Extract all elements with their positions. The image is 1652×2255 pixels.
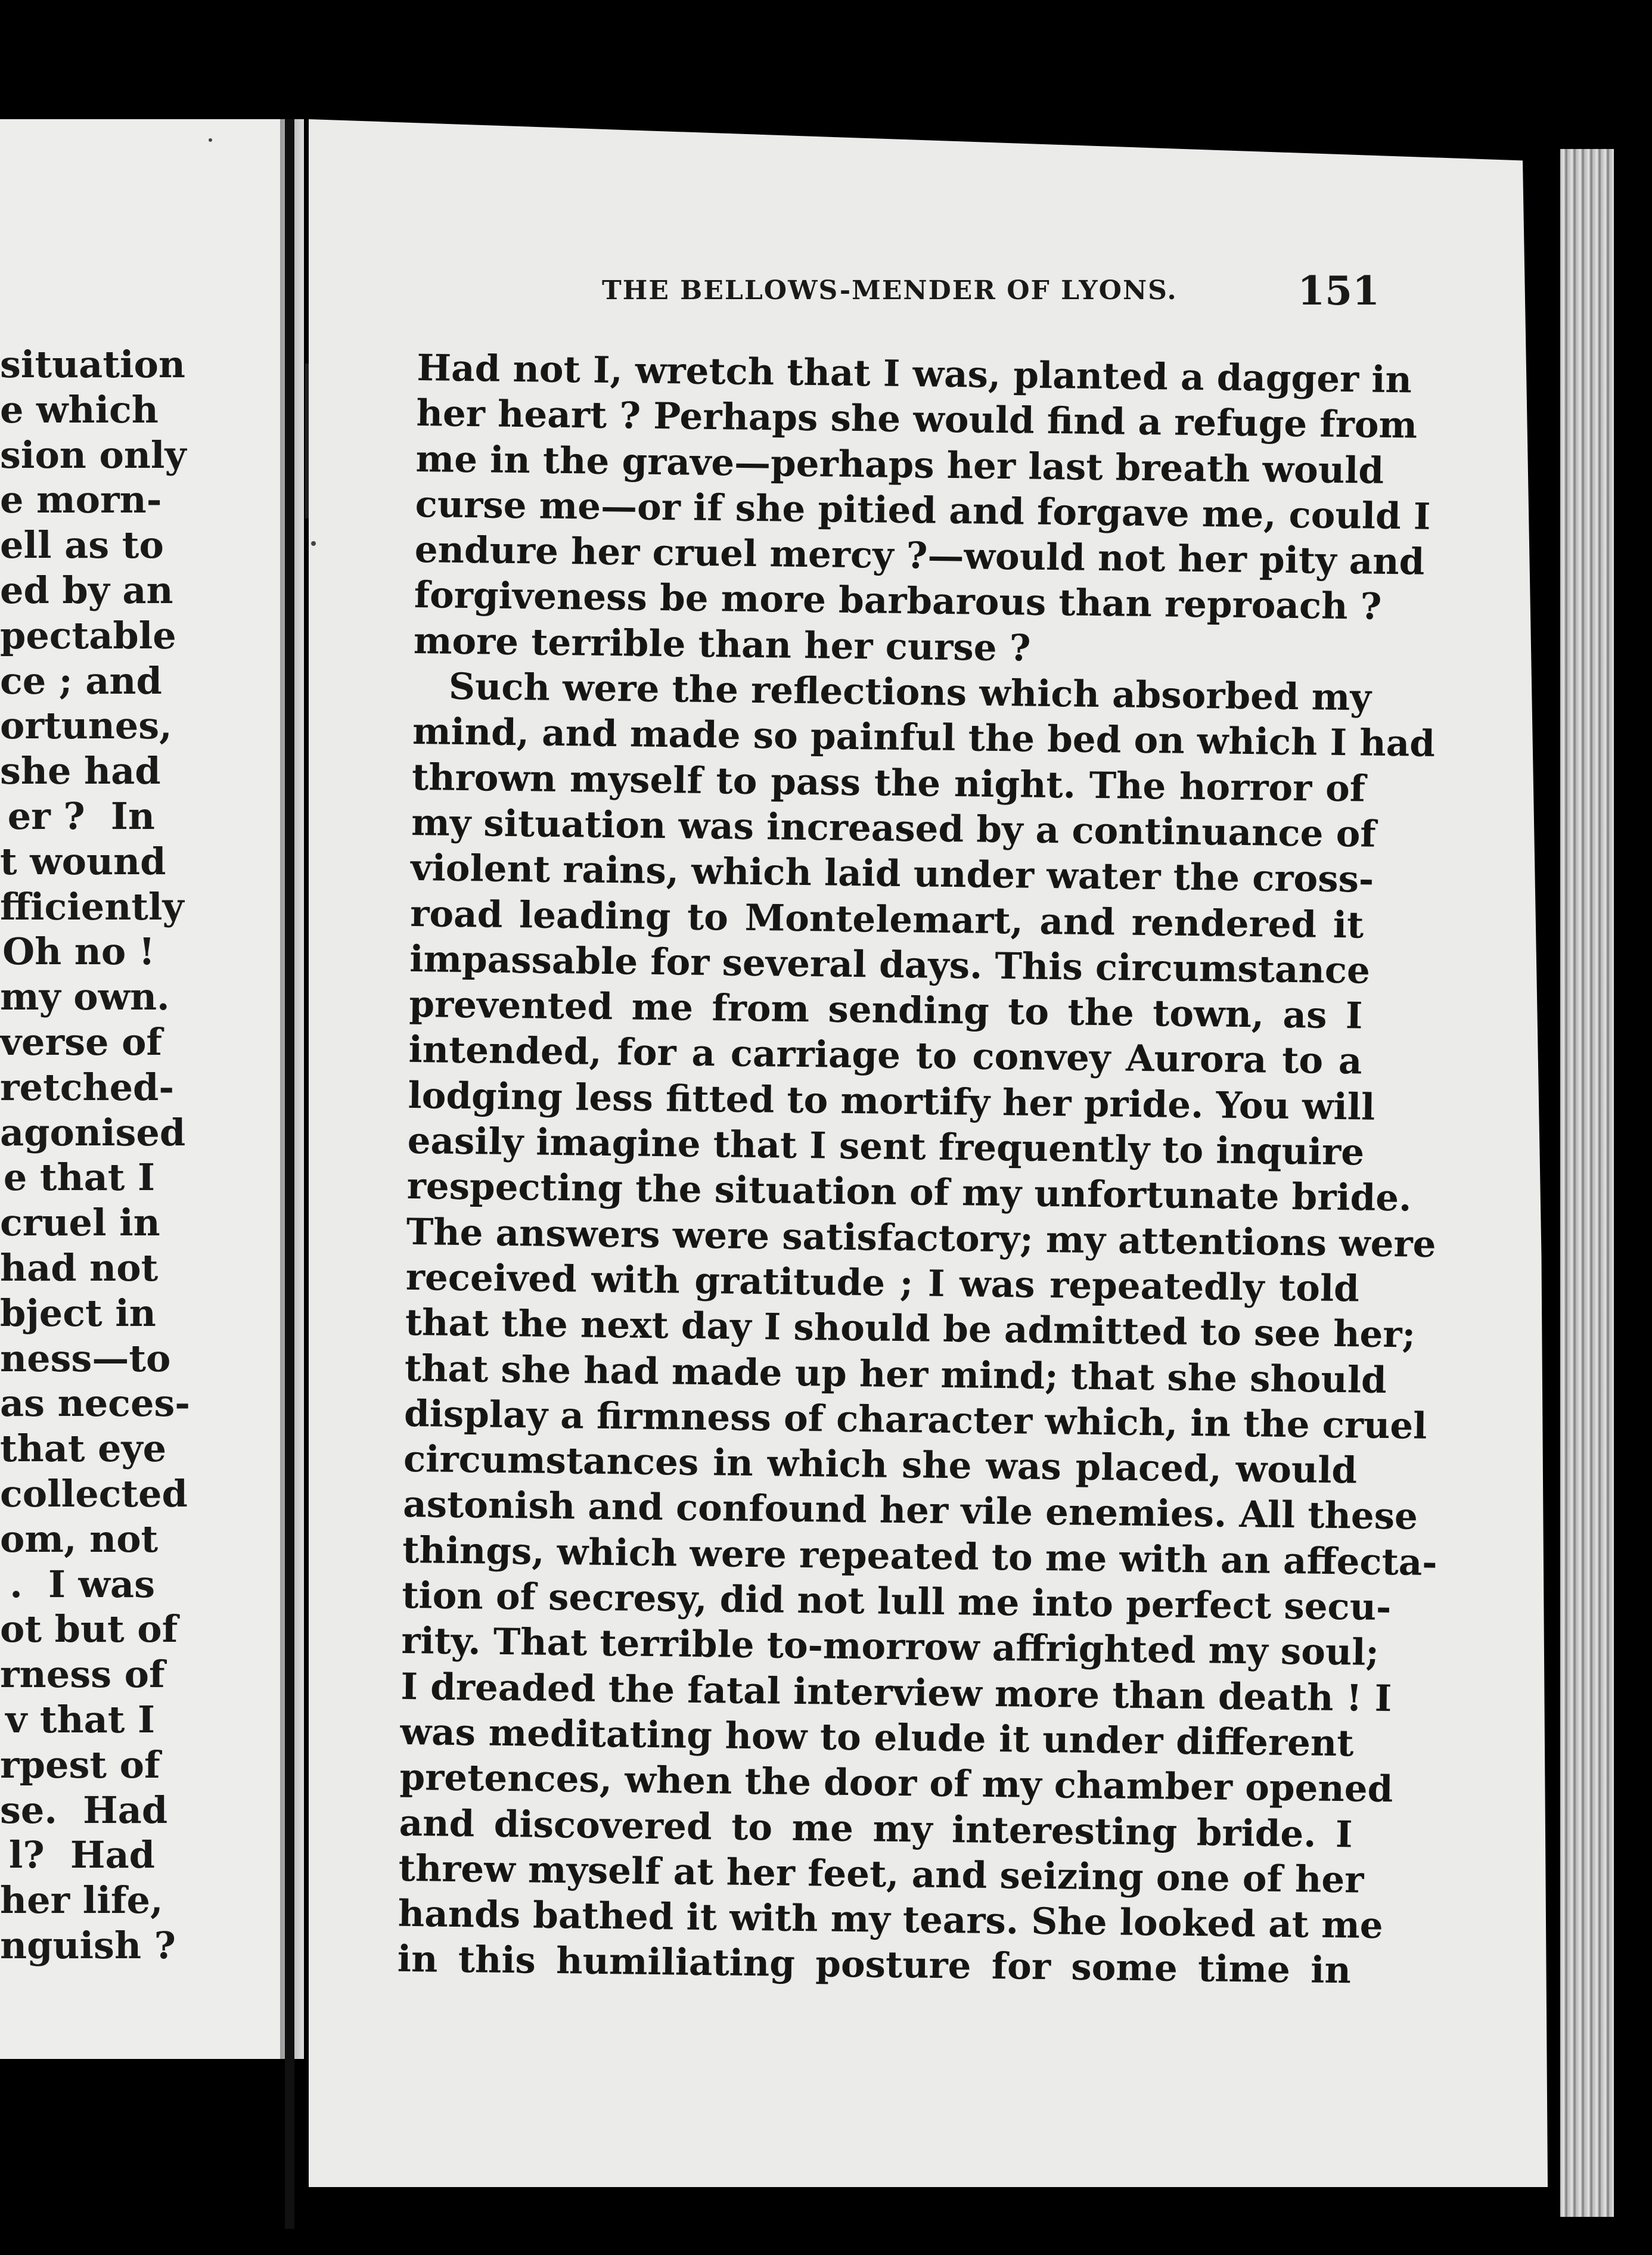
left-page-line: ce ; and xyxy=(0,659,162,703)
left-page-line: nguish ? xyxy=(0,1923,176,1967)
text-line: impassable for several days. This circumstance xyxy=(409,937,1371,992)
left-page-line: ness—to xyxy=(0,1336,171,1380)
page-header xyxy=(602,267,1380,315)
left-page-line: e which xyxy=(0,387,159,431)
left-page-line: rpest of xyxy=(0,1742,160,1787)
text-line: rity. That terrible to-morrow affrighted my soul; xyxy=(401,1620,1380,1675)
text-line: that the next day I should be admitted to see her; xyxy=(405,1302,1416,1356)
text-line: forgiveness be more barbarous than reproach ? xyxy=(414,574,1382,629)
text-line: intended, for a carriage to convey Aurora to a xyxy=(408,1029,1362,1083)
text-line: me in the grave—perhaps her last breath would xyxy=(415,437,1384,492)
left-page-line: Oh no ! xyxy=(2,930,155,974)
text-line: tion of secresy, did not lull me into perfect secu- xyxy=(401,1574,1392,1629)
text-line: display a firmness of character which, in the cruel xyxy=(403,1392,1427,1448)
left-page-line: agonised xyxy=(0,1110,186,1154)
text-line: violent rains, which laid under water the cross- xyxy=(410,847,1374,901)
gutter-mark xyxy=(305,364,309,518)
speck xyxy=(311,541,316,546)
text-line: curse me—or if she pitied and forgave me, could I xyxy=(415,483,1431,538)
left-page-line: verse of xyxy=(0,1020,163,1064)
running-title: THE BELLOWS-MENDER OF LYONS. xyxy=(602,275,1178,306)
text-line: in this humiliating posture for some time in xyxy=(397,1938,1352,1992)
left-page-line: retched- xyxy=(0,1065,175,1109)
left-page-line: l? Had xyxy=(8,1833,155,1877)
left-page-line: ed by an xyxy=(0,568,173,612)
left-page-line: fficiently xyxy=(0,884,184,928)
text-line: circumstances in which she was placed, would xyxy=(403,1437,1358,1492)
text-line: Such were the reflections which absorbed my xyxy=(448,665,1372,719)
text-line: and discovered to me my interesting bride. I xyxy=(399,1801,1353,1856)
gutter-shadow xyxy=(285,119,294,2229)
text-line: that she had made up her mind; that she should xyxy=(404,1347,1387,1402)
left-page-line: that eye xyxy=(0,1427,167,1471)
left-page xyxy=(0,119,280,2059)
text-line: endure her cruel mercy ?—would not her pity and xyxy=(414,529,1425,583)
page-edges xyxy=(1560,149,1614,2217)
left-page-line: ortunes, xyxy=(0,704,172,748)
text-line: astonish and confound her vile enemies. All these xyxy=(402,1483,1418,1539)
speck xyxy=(209,138,212,142)
text-line: road leading to Montelemart, and rendered it xyxy=(409,892,1364,947)
left-page-line: ot but of xyxy=(0,1607,178,1651)
text-line: mind, and made so painful the bed on which I had xyxy=(412,710,1436,766)
text-line: prevented me from sending to the town, as I xyxy=(409,983,1363,1038)
left-page-line: se. Had xyxy=(0,1788,168,1832)
left-page-line: . I was xyxy=(10,1562,155,1606)
left-page-line: e morn- xyxy=(0,478,162,522)
left-page-line: t wound xyxy=(0,839,166,883)
text-line: easily imagine that I sent frequently to inquire xyxy=(407,1119,1365,1174)
text-line: respecting the situation of my unfortunate bride. xyxy=(406,1165,1412,1220)
left-page-line: collected xyxy=(0,1471,188,1515)
text-line: her heart ? Perhaps she would find a refuge from xyxy=(416,392,1418,447)
text-line: my situation was increased by a continuance of xyxy=(411,801,1377,856)
left-page-line: situation xyxy=(0,343,185,386)
text-line: was meditating how to elude it under different xyxy=(400,1710,1354,1765)
text-line: more terrible than her curse ? xyxy=(413,619,1031,670)
text-line: pretences, when the door of my chamber opened xyxy=(399,1756,1393,1811)
text-line: Had not I, wretch that I was, planted a dagger in xyxy=(417,346,1412,402)
left-page-line: pectable xyxy=(0,613,176,657)
left-page-line: her life, xyxy=(0,1878,163,1922)
left-page-line: my own. xyxy=(0,975,170,1019)
body-text xyxy=(397,346,1438,1994)
text-line: The answers were satisfactory; my attentions were xyxy=(406,1210,1436,1266)
left-page-line: e that I xyxy=(3,1156,155,1200)
left-page-line: rness of xyxy=(0,1653,165,1697)
text-line: things, which were repeated to me with an affecta- xyxy=(402,1529,1438,1584)
text-line: lodging less fitted to mortify her pride. You will xyxy=(408,1074,1375,1129)
text-line: hands bathed it with my tears. She looked at me xyxy=(398,1892,1384,1947)
text-line: threw myself at her feet, and seizing one of her xyxy=(398,1847,1364,1902)
text-line: I dreaded the fatal interview more than death ! I xyxy=(400,1665,1392,1720)
text-line: received with gratitude ; I was repeatedly told xyxy=(405,1256,1360,1310)
left-page-text xyxy=(0,342,280,1968)
left-page-line: er ? In xyxy=(7,794,155,838)
left-page-line: v that I xyxy=(5,1697,155,1741)
left-page-line: om, not xyxy=(0,1517,159,1561)
page-number: 151 xyxy=(1297,268,1380,314)
left-page-line: as neces- xyxy=(0,1381,191,1425)
left-page-line: bject in xyxy=(0,1291,156,1335)
left-page-line: sion only xyxy=(0,433,187,477)
left-page-line: cruel in xyxy=(0,1201,160,1245)
left-page-line: she had xyxy=(0,749,161,793)
text-line: thrown myself to pass the night. The horror of xyxy=(411,756,1366,810)
left-page-line: ell as to xyxy=(0,523,164,567)
left-page-line: had not xyxy=(0,1245,159,1290)
